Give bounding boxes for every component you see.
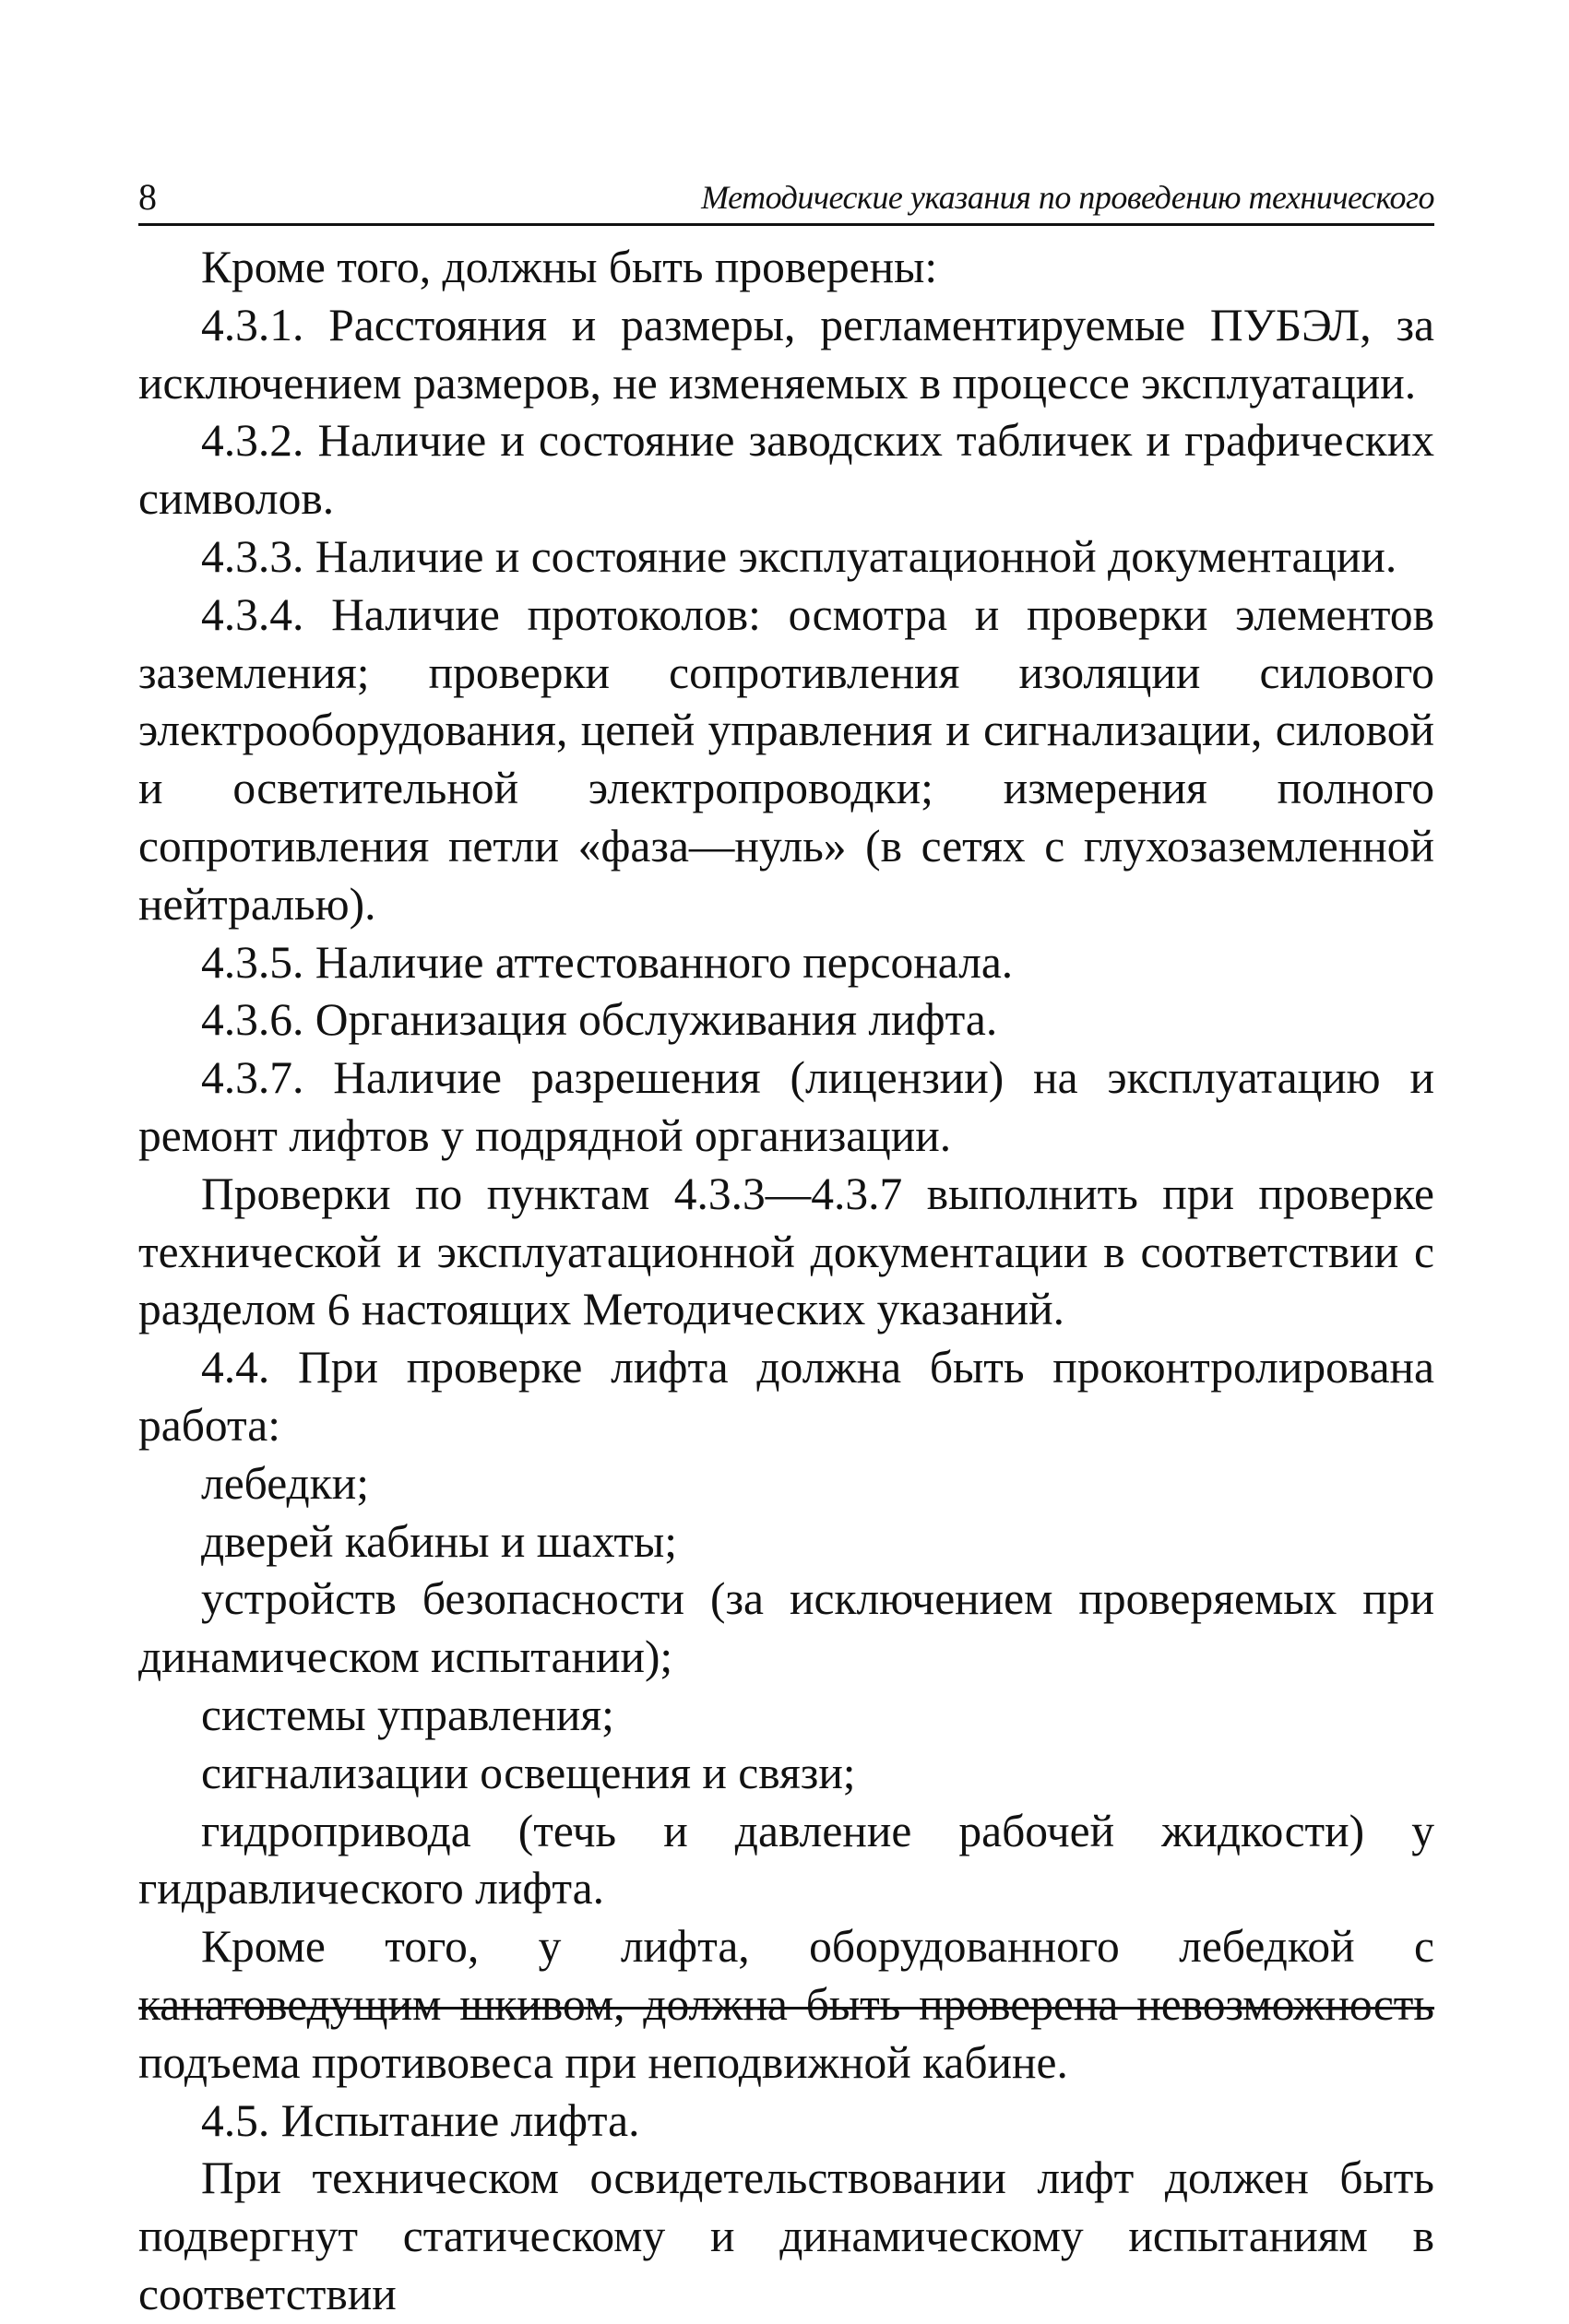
list-item-winch: лебедки;	[201, 1457, 369, 1509]
body-text	[138, 239, 1434, 2324]
document-page	[138, 175, 1434, 2324]
page-number: 8	[138, 176, 157, 218]
paragraph-counterweight: Кроме того, у лифта, оборудованного лебедкой с канатоведущим шкивом, должна быть проверена невозможность подъема противовеса при неподвижной кабине.	[138, 1921, 1434, 2088]
paragraph-4-3-3: 4.3.3. Наличие и состояние эксплуатационной документации.	[201, 530, 1397, 582]
running-header	[138, 175, 1434, 226]
list-item-signaling: сигнализации освещения и связи;	[201, 1747, 856, 1798]
list-item-hydraulic-drive: гидропривода (течь и давление рабочей жидкости) у гидравлического лифта.	[138, 1805, 1434, 1915]
paragraph-intro: Кроме того, должны быть проверены:	[201, 242, 938, 292]
paragraph-4-3-4: 4.3.4. Наличие протоколов: осмотра и проверки элементов заземления; проверки сопротивления изоляции силового электрооборудования, цепей управления и сигнализации, силовой и осветительной электропроводки; измерения полного сопротивления петли «фаза—нуль» (в сетях с глухозаземленной нейтралью).	[138, 588, 1434, 930]
paragraph-4-5: 4.5. Испытание лифта.	[201, 2094, 640, 2146]
paragraph-checks-note: Проверки по пунктам 4.3.3—4.3.7 выполнить при проверке технической и эксплуатационной документации в соответствии с разделом 6 настоящих Методических указаний.	[138, 1168, 1434, 1335]
bottom-rule	[138, 2007, 1434, 2010]
running-title: Методические указания по проведению технического	[701, 179, 1434, 216]
paragraph-testing: При техническом освидетельствовании лифт должен быть подвергнут статическому и динамическому испытаниям в соответствии	[138, 2152, 1434, 2319]
paragraph-4-3-1: 4.3.1. Расстояния и размеры, регламентируемые ПУБЭЛ, за исключением размеров, не изменяемых в процессе эксплуатации.	[138, 299, 1434, 409]
paragraph-4-3-2: 4.3.2. Наличие и состояние заводских табличек и графических символов.	[138, 415, 1434, 525]
paragraph-4-3-7: 4.3.7. Наличие разрешения (лицензии) на эксплуатацию и ремонт лифтов у подрядной организации.	[138, 1052, 1434, 1161]
list-item-safety-devices: устройств безопасности (за исключением проверяемых при динамическом испытании);	[138, 1573, 1434, 1683]
list-item-control-system: системы управления;	[201, 1689, 614, 1740]
list-item-doors: дверей кабины и шахты;	[201, 1515, 678, 1567]
paragraph-4-3-6: 4.3.6. Организация обслуживания лифта.	[201, 994, 998, 1046]
paragraph-4-3-5: 4.3.5. Наличие аттестованного персонала.	[201, 936, 1014, 988]
paragraph-4-4: 4.4. При проверке лифта должна быть проконтролирована работа:	[138, 1342, 1434, 1451]
